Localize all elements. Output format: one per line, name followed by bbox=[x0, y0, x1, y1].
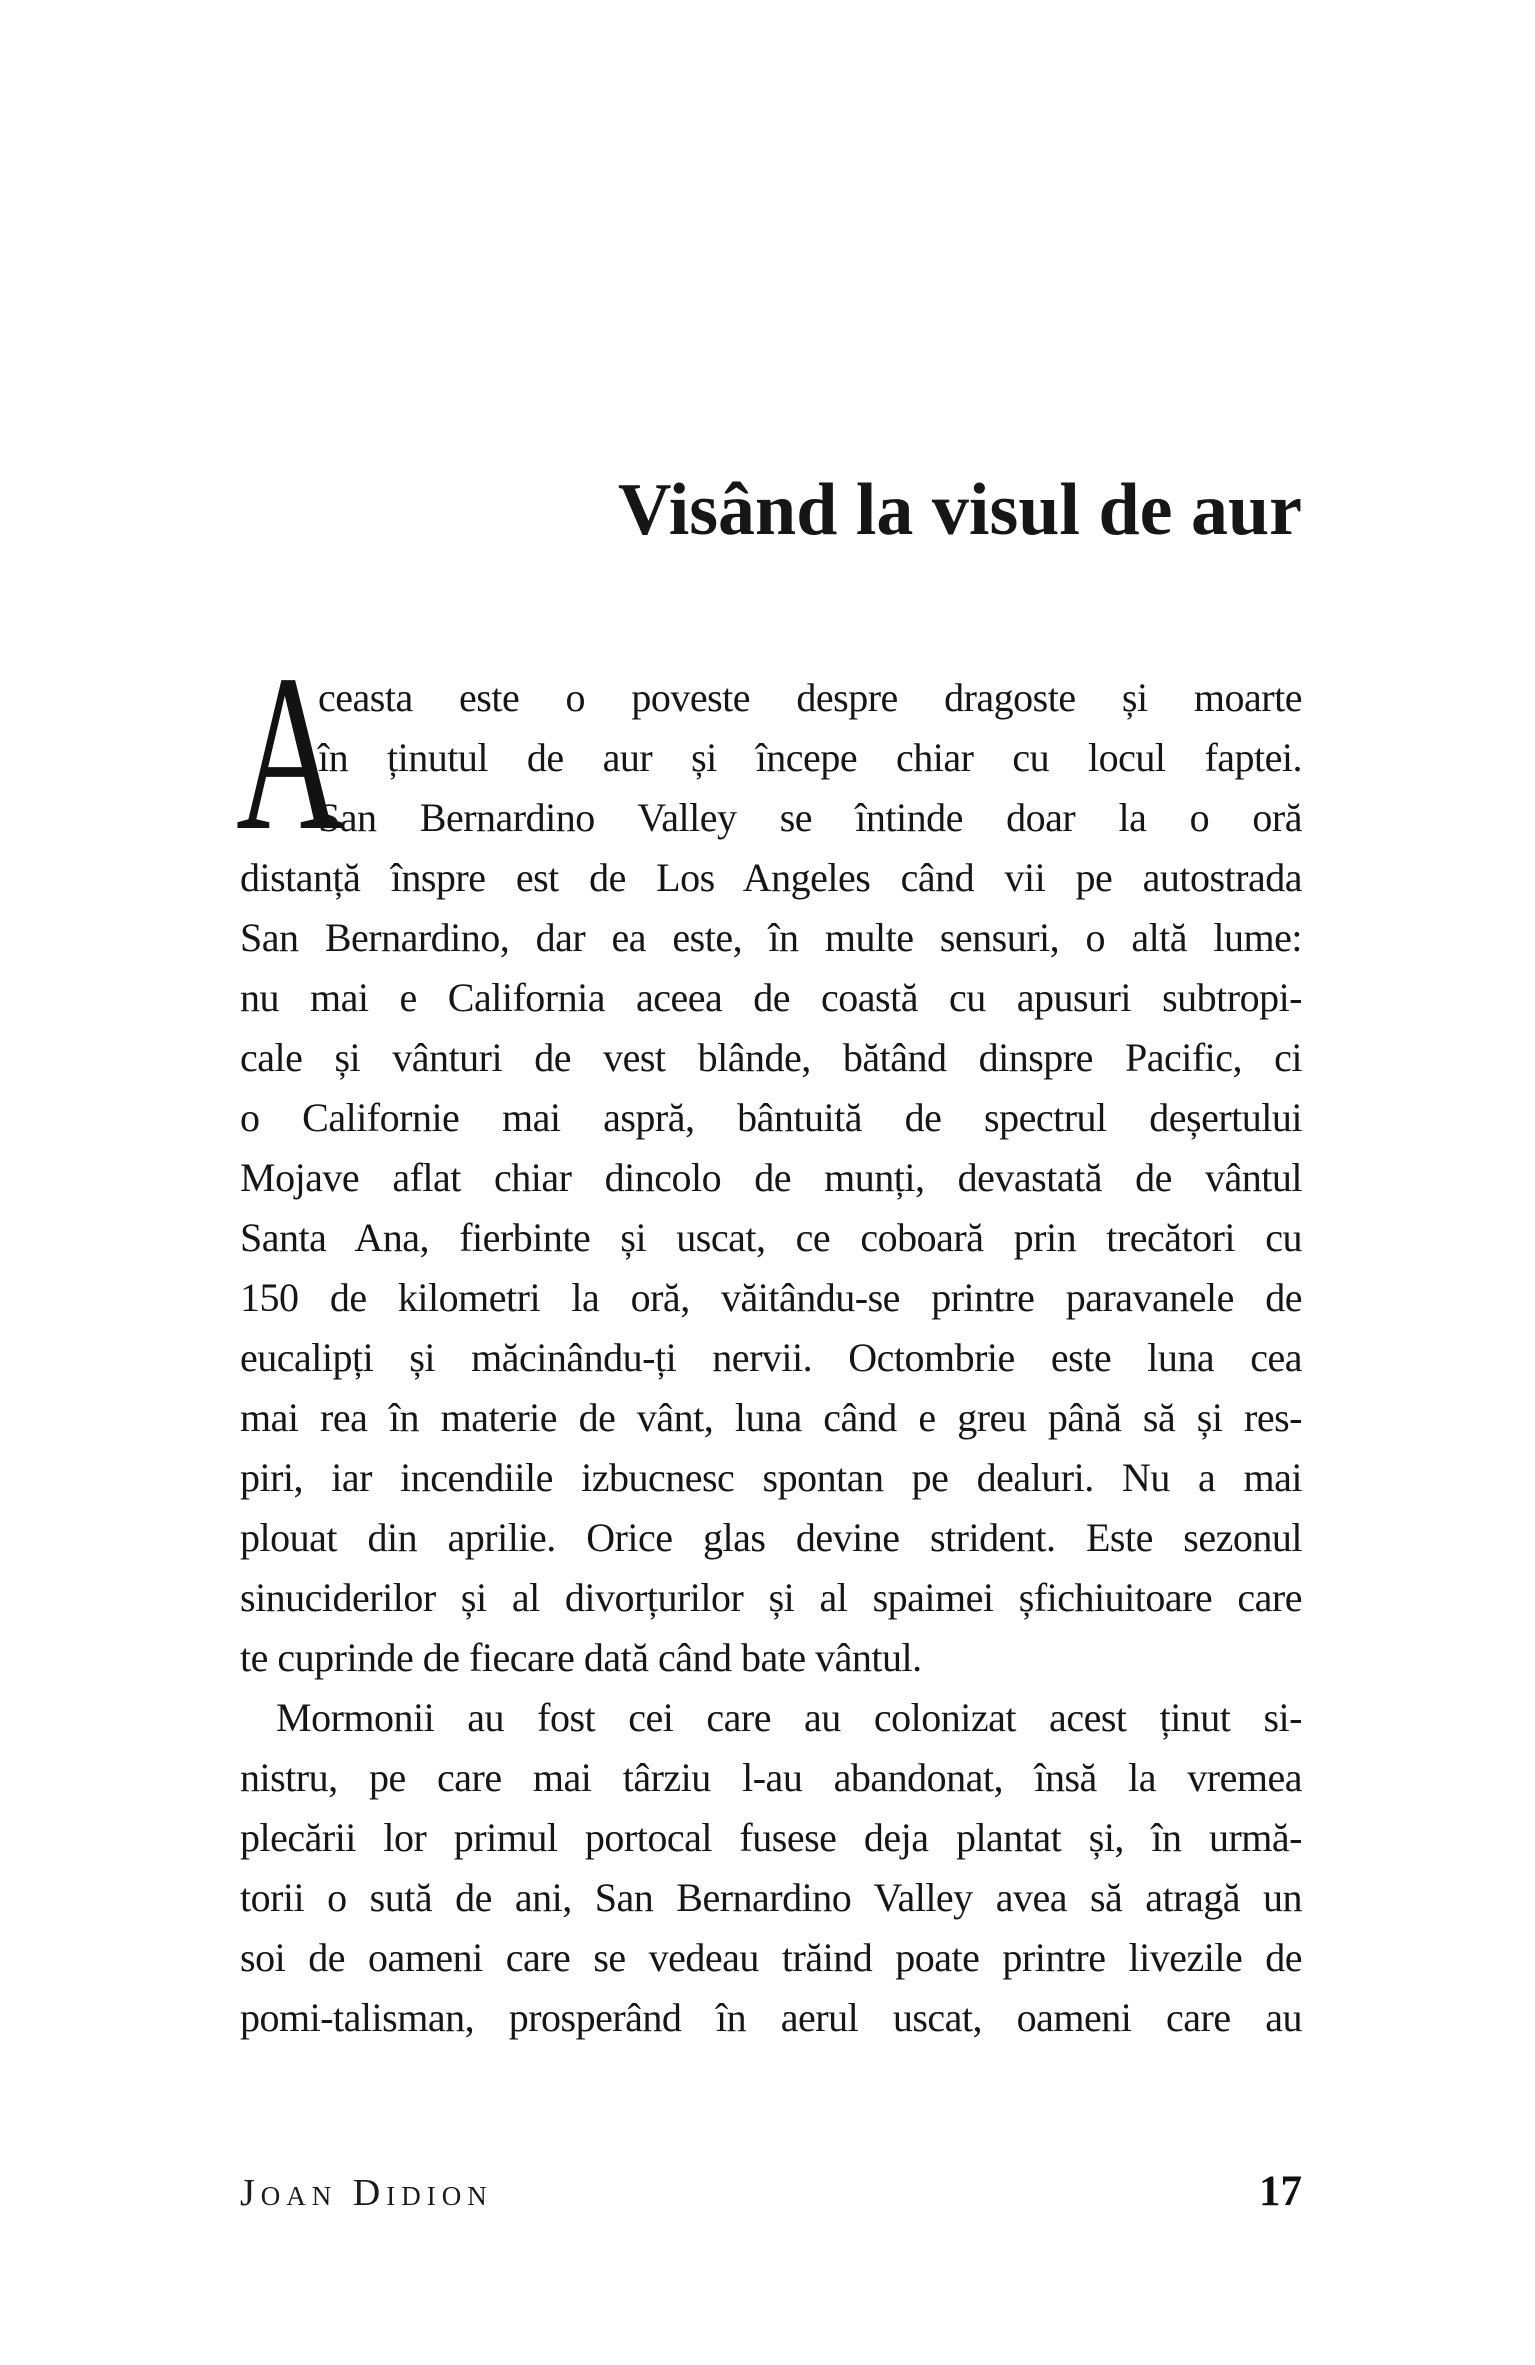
text-line: mai rea în materie de vânt, luna când e greu până să și res- bbox=[240, 1395, 1302, 1440]
text-line: Mojave aflat chiar dincolo de munți, devastată de vântul bbox=[240, 1155, 1302, 1200]
text-line: o Californie mai aspră, bântuită de spectrul deșertului bbox=[240, 1095, 1302, 1140]
text-line: torii o sută de ani, San Bernardino Valley avea să atragă un bbox=[240, 1875, 1302, 1920]
text-line: plecării lor primul portocal fusese deja plantat și, în urmă- bbox=[240, 1815, 1302, 1860]
text-line: te cuprinde de fiecare dată când bate vântul. bbox=[240, 1635, 922, 1680]
text-line: soi de oameni care se vedeau trăind poate printre livezile de bbox=[240, 1935, 1302, 1980]
text-line: San Bernardino Valley se întinde doar la o oră bbox=[318, 795, 1302, 840]
page-footer bbox=[240, 2170, 1302, 2215]
text-line: Santa Ana, fierbinte și uscat, ce coboară prin trecători cu bbox=[240, 1215, 1302, 1260]
text-line: eucalipți și măcinându-ți nervii. Octombrie este luna cea bbox=[240, 1335, 1302, 1380]
text-line: ceasta este o poveste despre dragoste și moarte bbox=[318, 675, 1302, 720]
text-line: nistru, pe care mai târziu l-au abandonat, însă la vremea bbox=[240, 1755, 1302, 1800]
text-line: Mormonii au fost cei care au colonizat acest ținut si- bbox=[276, 1695, 1302, 1740]
running-author-name: Joan Didion bbox=[240, 2172, 493, 2214]
text-line: în ținutul de aur și începe chiar cu locul faptei. bbox=[318, 735, 1302, 780]
drop-cap-letter: A bbox=[236, 629, 343, 877]
text-line: distanță înspre est de Los Angeles când vii pe autostrada bbox=[240, 855, 1302, 900]
text-line: San Bernardino, dar ea este, în multe sensuri, o altă lume: bbox=[240, 915, 1302, 960]
text-line: plouat din aprilie. Orice glas devine strident. Este sezonul bbox=[240, 1515, 1302, 1560]
page-number: 17 bbox=[1259, 2168, 1302, 2215]
text-line: pomi-talisman, prosperând în aerul uscat, oameni care au bbox=[240, 1995, 1302, 2040]
text-line: 150 de kilometri la oră, văitându-se printre paravanele de bbox=[240, 1275, 1302, 1320]
text-line: nu mai e California aceea de coastă cu apusuri subtropi- bbox=[240, 975, 1302, 1020]
chapter-title: Visând la visul de aur bbox=[618, 468, 1302, 551]
text-line: cale și vânturi de vest blânde, bătând dinspre Pacific, ci bbox=[240, 1035, 1302, 1080]
text-line: piri, iar incendiile izbucnesc spontan pe dealuri. Nu a mai bbox=[240, 1455, 1302, 1500]
text-line: sinuciderilor și al divorțurilor și al spaimei șfichiuitoare care bbox=[240, 1575, 1302, 1620]
body-text bbox=[236, 629, 1302, 2048]
